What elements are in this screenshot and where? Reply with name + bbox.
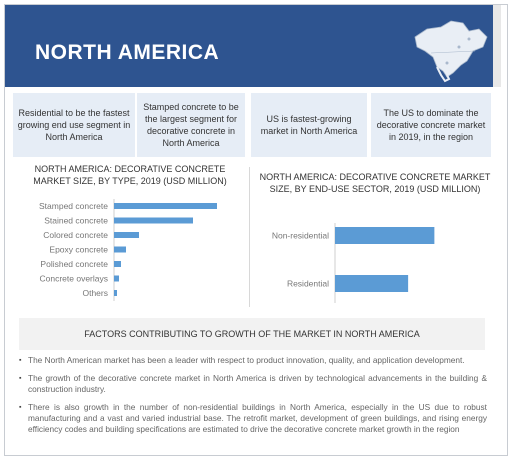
bar-concrete-overlays [114, 276, 119, 282]
factor-item: ▪ The North American market has been a leader with respect to product innovation, quality, and application development. [19, 355, 487, 366]
bar-others [114, 290, 117, 296]
category-label: Concrete overlays [39, 273, 108, 284]
highlight-text: US is fastest-growing market in North America [260, 114, 358, 136]
highlight-text: Stamped concrete to be the largest segment for decorative concrete in North America [143, 102, 239, 148]
factor-item: ▪ The growth of the decorative concrete market in North America is driven by technological advancements in the building & construction industry. [19, 373, 487, 395]
category-label: Epoxy concrete [49, 244, 108, 255]
category-label: Stained concrete [44, 215, 108, 226]
bar-colored-concrete [114, 232, 139, 238]
factors-list [19, 355, 487, 442]
category-label: Polished concrete [40, 259, 108, 269]
chart-title-by-type: NORTH AMERICA: DECORATIVE CONCRETE MARKET SIZE, BY TYPE, 2019 (USD MILLION) [33, 164, 227, 186]
north-america-map-icon [407, 17, 497, 83]
highlight-card-us-dominate [371, 93, 491, 157]
category-label: Non-residential [271, 230, 329, 241]
category-label: Stamped concrete [39, 201, 108, 211]
bar-stained-concrete [114, 218, 193, 224]
category-label: Residential [286, 278, 329, 289]
infographic-frame [4, 4, 508, 456]
highlight-card-residential [13, 93, 135, 157]
chart-title-by-end-use: NORTH AMERICA: DECORATIVE CONCRETE MARKET SIZE, BY END-USE SECTOR, 2019 (USD MILLION) [259, 172, 491, 194]
bar-non-residential [335, 227, 434, 244]
factor-item: ▪ There is also growth in the number of non-residential buildings in North America, especially in the US due to robust manufacturing and a vast and varied industrial base. The retrofit market, development of green buildings, and rising energy efficiency codes and building specifications are estimated to drive the decorative concrete market growth in the region [19, 402, 487, 435]
category-label: Colored concrete [43, 230, 108, 240]
category-label: Others [82, 288, 108, 298]
chart-divider [249, 167, 250, 307]
highlight-card-us-growth [251, 93, 367, 157]
chart-by-end-use [255, 215, 499, 303]
page-title: NORTH AMERICA [35, 41, 220, 64]
header-banner [5, 5, 501, 87]
bar-polished-concrete [114, 261, 121, 267]
highlight-card-stamped [137, 93, 245, 157]
bar-epoxy-concrete [114, 247, 126, 253]
chart-by-type [13, 197, 247, 301]
bar-stamped-concrete [114, 203, 217, 209]
factors-heading-text: FACTORS CONTRIBUTING TO GROWTH OF THE MARKET IN NORTH AMERICA [84, 329, 420, 339]
bar-residential [335, 275, 408, 292]
factors-heading [19, 318, 485, 350]
highlight-text: Residential to be the fastest growing end use segment in North America [17, 108, 131, 142]
highlight-text: The US to dominate the decorative concrete market in 2019, in the region [376, 108, 486, 142]
